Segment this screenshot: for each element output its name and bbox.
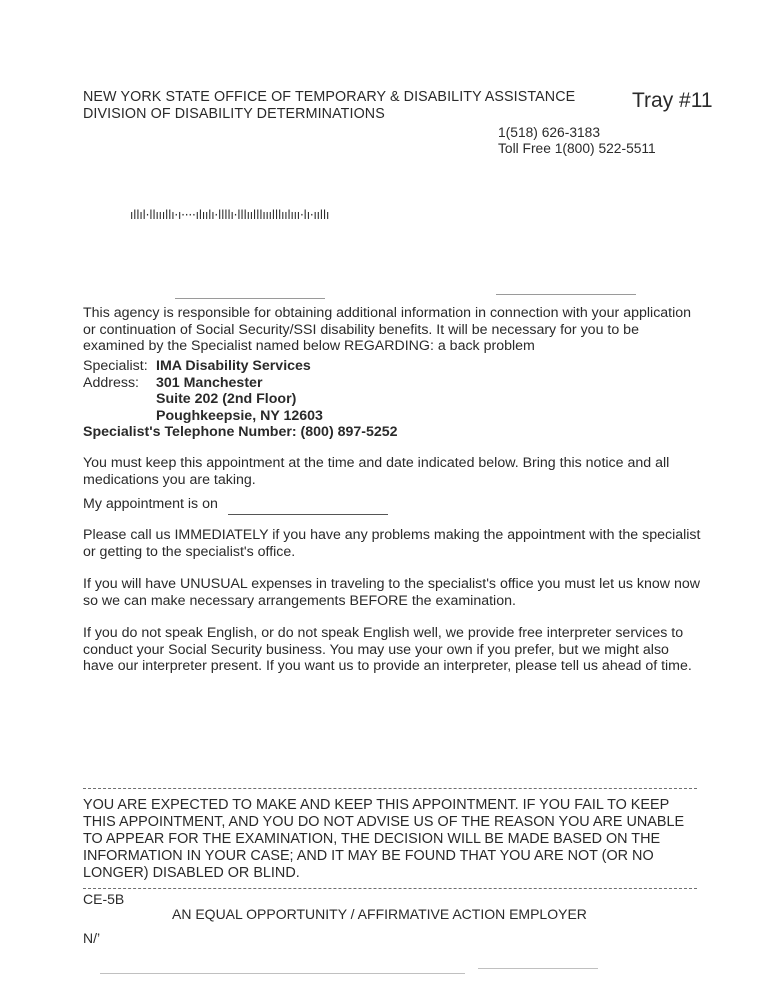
intro-paragraph: This agency is responsible for obtaining additional information in connection with your application or continuation of Social Security/SSI disability benefits. It will be necessary for you to be examined by the Specialist named below REGARDING: a back problem (83, 305, 692, 354)
keep-appointment-paragraph: You must keep this appointment at the time and date indicated below. Bring this notice and all medications you are taking. (83, 455, 670, 488)
warning-notice: YOU ARE EXPECTED TO MAKE AND KEEP THIS APPOINTMENT. IF YOU FAIL TO KEEP THIS APPOINTMENT, AND YOU DO NOT ADVISE US OF THE REASON YOU ARE UNABLE TO APPEAR FOR THE EXAMINATION, THE DECISION WILL BE MADE BASED ON THE INFORMATION IN YOUR CASE; AND IT MAY BE FOUND THAT YOU ARE NOT (OR NO LONGER) DISABLED OR BLIND. (83, 797, 685, 881)
appointment-label: My appointment is on (83, 496, 218, 512)
agency-phone: 1(518) 626-3183 (498, 125, 601, 140)
scan-line (175, 298, 325, 299)
specialist-block (83, 358, 703, 424)
tray-label: Tray #11 (632, 89, 713, 112)
interpreter-paragraph: If you do not speak English, or do not speak English well, we provide free interpreter services to conduct your Social Security business. You may use your own if you prefer, but we might also have our interpreter present. If you want us to provide an interpreter, please tell us ahead of time. (83, 625, 692, 674)
address-line1: 301 Manchester (156, 374, 263, 391)
footer-mark: N/’ (83, 930, 101, 946)
scan-line (496, 294, 636, 295)
eeo-statement: AN EQUAL OPPORTUNITY / AFFIRMATIVE ACTION EMPLOYER (172, 906, 587, 922)
call-immediately-paragraph: Please call us IMMEDIATELY if you have any problems making the appointment with the specialist or getting to the specialist's office. (83, 527, 701, 560)
specialist-label: Specialist: (83, 358, 148, 374)
appointment-date-line (228, 514, 388, 515)
division-name: DIVISION OF DISABILITY DETERMINATIONS (83, 105, 385, 122)
agency-phones (498, 125, 656, 157)
postal-barcode: ıllıl·llıııllı·ı····ılıılı·llllı·lllıılllııılllıılııı·lı·ııllı (130, 208, 330, 222)
specialist-phone: Specialist's Telephone Number: (800) 897-5252 (83, 424, 398, 440)
agency-toll-free: Toll Free 1(800) 522-5511 (498, 141, 656, 156)
unusual-expenses-paragraph: If you will have UNUSUAL expenses in traveling to the specialist's office you must let us know now so we can make necessary arrangements BEFORE the examination. (83, 576, 701, 609)
address-line2: Suite 202 (2nd Floor) (156, 391, 297, 407)
specialist-name: IMA Disability Services (156, 358, 311, 374)
agency-header (83, 89, 575, 122)
divider-bottom (83, 888, 697, 889)
address-line3: Poughkeepsie, NY 12603 (156, 407, 323, 424)
scan-line (478, 968, 598, 969)
address-label: Address: (83, 374, 139, 391)
form-code: CE-5B (83, 891, 125, 907)
scan-line (100, 973, 465, 974)
agency-name: NEW YORK STATE OFFICE OF TEMPORARY & DISABILITY ASSISTANCE (83, 89, 576, 105)
divider-top (83, 788, 697, 789)
